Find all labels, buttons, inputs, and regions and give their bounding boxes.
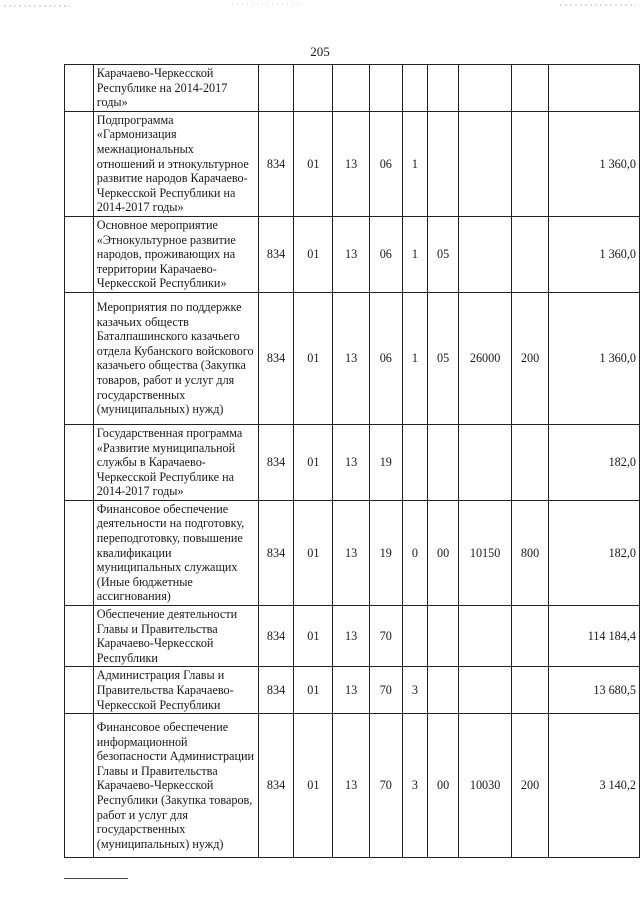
expense-type-cell: 200 [511, 292, 548, 424]
subsection-cell: 13 [333, 500, 369, 605]
subprogram-code-cell: 1 [402, 111, 427, 216]
section-cell: 01 [294, 424, 333, 500]
table-row [65, 216, 640, 292]
activity-code-cell: 00 [427, 714, 458, 858]
amount-cell: 114 184,4 [549, 606, 640, 667]
item-name-cell: Финансовое обеспечение деятельности на подготовку, переподготовку, повышение квалификации муниципальных служащих (Иные бюджетные ассигнования) [93, 500, 258, 605]
table-row [65, 292, 640, 424]
direction-code-cell: 10150 [459, 500, 512, 605]
subsection-cell: 13 [333, 606, 369, 667]
table-row [65, 500, 640, 605]
expense-type-cell [511, 424, 548, 500]
program-code-cell: 70 [369, 606, 402, 667]
activity-code-cell [427, 667, 458, 714]
expense-type-cell [511, 65, 548, 112]
expense-type-cell: 200 [511, 714, 548, 858]
table-row [65, 65, 640, 112]
program-code-cell: 06 [369, 292, 402, 424]
admin-code-cell: 834 [258, 292, 293, 424]
item-name-cell: Подпрограмма «Гармонизация межнациональных отношений и этнокультурное развитие народов Карачаево-Черкесской Республики на 2014-2017 годы» [93, 111, 258, 216]
admin-code-cell: 834 [258, 111, 293, 216]
subprogram-code-cell: 1 [402, 216, 427, 292]
expense-type-cell: 800 [511, 500, 548, 605]
scan-noise [0, 0, 640, 10]
subprogram-code-cell: 3 [402, 667, 427, 714]
row-number-cell [65, 606, 94, 667]
row-number-cell [65, 292, 94, 424]
expense-type-cell [511, 606, 548, 667]
activity-code-cell [427, 65, 458, 112]
expense-type-cell [511, 667, 548, 714]
program-code-cell: 06 [369, 216, 402, 292]
table-row [65, 111, 640, 216]
item-name-cell: Администрация Главы и Правительства Карачаево-Черкесской Республики [93, 667, 258, 714]
item-name-cell: Карачаево-Черкесской Республике на 2014-2017 годы» [93, 65, 258, 112]
section-cell: 01 [294, 216, 333, 292]
amount-cell: 1 360,0 [549, 216, 640, 292]
subprogram-code-cell [402, 606, 427, 667]
item-name-cell: Обеспечение деятельности Главы и Правительства Карачаево-Черкесской Республики [93, 606, 258, 667]
section-cell: 01 [294, 667, 333, 714]
admin-code-cell [258, 65, 293, 112]
amount-cell: 3 140,2 [549, 714, 640, 858]
table-row [65, 714, 640, 858]
row-number-cell [65, 216, 94, 292]
subprogram-code-cell: 1 [402, 292, 427, 424]
program-code-cell: 70 [369, 667, 402, 714]
direction-code-cell [459, 606, 512, 667]
activity-code-cell [427, 606, 458, 667]
expense-type-cell [511, 111, 548, 216]
direction-code-cell [459, 667, 512, 714]
amount-cell: 182,0 [549, 500, 640, 605]
section-cell [294, 65, 333, 112]
subprogram-code-cell: 3 [402, 714, 427, 858]
subsection-cell: 13 [333, 714, 369, 858]
program-code-cell: 70 [369, 714, 402, 858]
section-cell: 01 [294, 500, 333, 605]
admin-code-cell: 834 [258, 667, 293, 714]
admin-code-cell: 834 [258, 424, 293, 500]
direction-code-cell [459, 65, 512, 112]
page-number: 205 [310, 44, 330, 59]
activity-code-cell: 00 [427, 500, 458, 605]
item-name-cell: Финансовое обеспечение информационной безопасности Администрации Главы и Правительства Карачаево-Черкесской Республики (Закупка товаров, работ и услуг для государственных (муниципальных) нужд) [93, 714, 258, 858]
subsection-cell: 13 [333, 111, 369, 216]
admin-code-cell: 834 [258, 216, 293, 292]
footnote-rule [64, 878, 128, 879]
table-row [65, 424, 640, 500]
section-cell: 01 [294, 111, 333, 216]
amount-cell [549, 65, 640, 112]
program-code-cell: 19 [369, 500, 402, 605]
section-cell: 01 [294, 714, 333, 858]
item-name-cell: Мероприятия по поддержке казачьих обществ Баталпашинского казачьего отдела Кубанского войскового казачьего общества (Закупка товаров, работ и услуг для государственных (муниципальных) нужд) [93, 292, 258, 424]
amount-cell: 1 360,0 [549, 111, 640, 216]
direction-code-cell: 10030 [459, 714, 512, 858]
row-number-cell [65, 500, 94, 605]
subsection-cell: 13 [333, 424, 369, 500]
section-cell: 01 [294, 606, 333, 667]
row-number-cell [65, 667, 94, 714]
subsection-cell: 13 [333, 216, 369, 292]
admin-code-cell: 834 [258, 714, 293, 858]
subsection-cell [333, 65, 369, 112]
activity-code-cell [427, 424, 458, 500]
program-code-cell [369, 65, 402, 112]
amount-cell: 13 680,5 [549, 667, 640, 714]
budget-table [64, 64, 640, 858]
direction-code-cell [459, 216, 512, 292]
program-code-cell: 19 [369, 424, 402, 500]
admin-code-cell: 834 [258, 500, 293, 605]
row-number-cell [65, 714, 94, 858]
item-name-cell: Государственная программа «Развитие муниципальной службы в Карачаево-Черкесской Республике на 2014-2017 годы» [93, 424, 258, 500]
table-row [65, 606, 640, 667]
subsection-cell: 13 [333, 292, 369, 424]
expense-type-cell [511, 216, 548, 292]
activity-code-cell: 05 [427, 292, 458, 424]
subprogram-code-cell [402, 424, 427, 500]
activity-code-cell [427, 111, 458, 216]
subprogram-code-cell: 0 [402, 500, 427, 605]
amount-cell: 182,0 [549, 424, 640, 500]
row-number-cell [65, 424, 94, 500]
direction-code-cell [459, 424, 512, 500]
section-cell: 01 [294, 292, 333, 424]
direction-code-cell: 26000 [459, 292, 512, 424]
activity-code-cell: 05 [427, 216, 458, 292]
program-code-cell: 06 [369, 111, 402, 216]
table-row [65, 667, 640, 714]
row-number-cell [65, 111, 94, 216]
item-name-cell: Основное мероприятие «Этнокультурное развитие народов, проживающих на территории Карачаево-Черкесской Республики» [93, 216, 258, 292]
admin-code-cell: 834 [258, 606, 293, 667]
subprogram-code-cell [402, 65, 427, 112]
row-number-cell [65, 65, 94, 112]
amount-cell: 1 360,0 [549, 292, 640, 424]
direction-code-cell [459, 111, 512, 216]
subsection-cell: 13 [333, 667, 369, 714]
